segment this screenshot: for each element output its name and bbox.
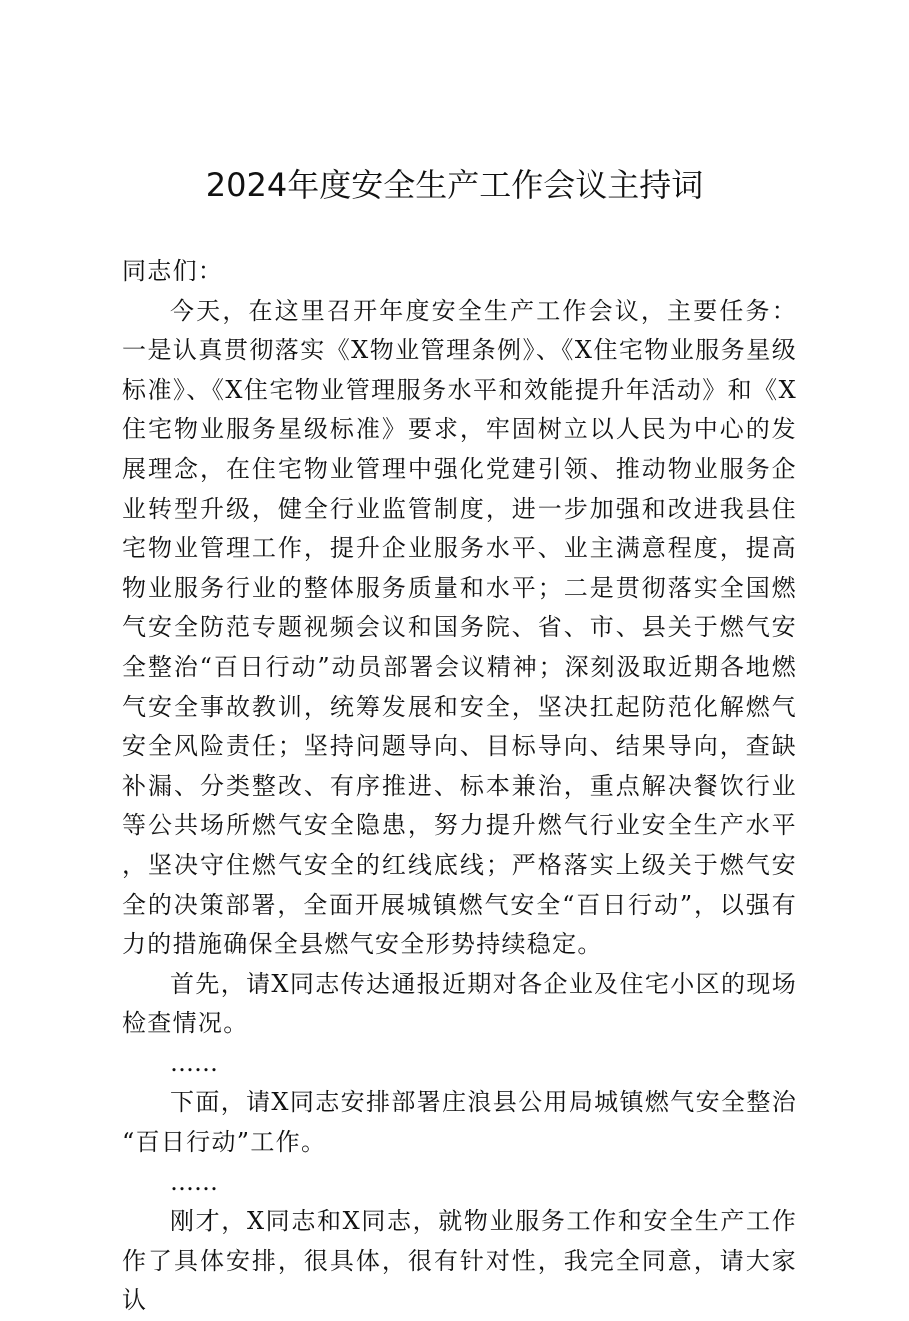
ellipsis-2: …… xyxy=(170,1167,218,1196)
paragraph-opening: 今天，在这里召开年度安全生产工作会议，主要任务：一是认真贯彻落实《X物业管理条例》、《X住宅物业服务星级标准》、《X住宅物业管理服务水平和效能提升年活动》和《X住宅物业服务星级标准》要求，牢固树立以人民为中心的发展理念，在住宅物业管理中强化党建引领、推动物业服务企业转型升级，健全行业监管制度，进一步加强和改进我县住宅物业管理工作，提升企业服务水平、业主满意程度，提高物业服务行业的整体服务质量和水平；二是贯彻落实全国燃气安全防范专题视频会议和国务院、省、市、县关于燃气安全整治“百日行动”动员部署会议精神；深刻汲取近期各地燃气安全事故教训，统筹发展和安全，坚决扛起防范化解燃气安全风险责任；坚持问题导向、目标导向、结果导向，查缺补漏、分类整改、有序推进、标本兼治，重点解决餐饮行业等公共场所燃气安全隐患，努力提升燃气行业安全生产水平，坚决守住燃气安全的红线底线；严格落实上级关于燃气安全的决策部署，全面开展城镇燃气安全“百日行动”，以强有力的措施确保全县燃气安全形势持续稳定。 xyxy=(122,296,797,959)
paragraph-first-speaker: 首先，请X同志传达通报近期对各企业及住宅小区的现场检查情况。 xyxy=(122,969,797,1038)
document-title: 2024年度安全生产工作会议主持词 xyxy=(205,166,704,204)
greeting-line: 同志们： xyxy=(122,257,224,285)
paragraph-summary: 刚才，X同志和X同志，就物业服务工作和安全生产工作作了具体安排，很具体，很有针对性，我完全同意，请大家认 xyxy=(122,1207,797,1315)
document-body xyxy=(122,252,797,1321)
paragraph-second-speaker: 下面，请X同志安排部署庄浪县公用局城镇燃气安全整治“百日行动”工作。 xyxy=(122,1088,797,1157)
ellipsis-1: …… xyxy=(170,1048,218,1077)
